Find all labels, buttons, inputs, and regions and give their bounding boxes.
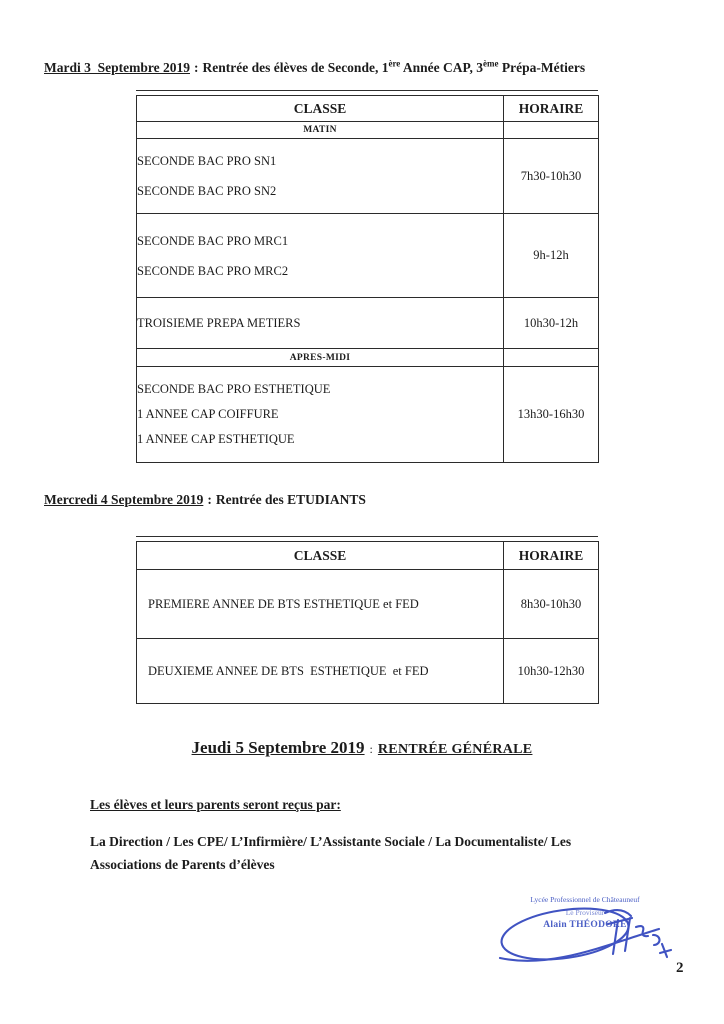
section-label-apres-midi: APRES-MIDI [137, 349, 504, 367]
table-row [137, 639, 599, 704]
stamp-principal-name: Alain THÉODORE [543, 920, 627, 930]
table-mercredi [136, 541, 599, 704]
classe-cell [137, 214, 504, 298]
heading-mercredi-text: Rentrée des ETUDIANTS [215, 492, 366, 507]
table-mardi-section-apresmidi-row [137, 349, 599, 367]
stamp-school-name: Lycée Professionnel de Châteauneuf [530, 895, 640, 904]
table-mercredi-header-classe: CLASSE [137, 542, 504, 570]
classe-line: SECONDE BAC PRO MRC2 [137, 263, 289, 278]
horaire-cell: 13h30-16h30 [504, 367, 599, 463]
section-apresmidi-horaire-empty [504, 349, 599, 367]
heading-mardi-colon: : [193, 60, 199, 75]
classe-cell [137, 298, 504, 349]
reception-body-line: Associations de Parents d’élèves [90, 857, 275, 872]
classe-line: SECONDE BAC PRO ESTHETIQUE [137, 382, 331, 396]
signature-block [455, 876, 695, 986]
classe-cell [137, 639, 504, 704]
signature-scribble-icon [455, 876, 695, 986]
heading-mardi-text2: Année CAP, 3 [400, 60, 484, 75]
reception-body [90, 830, 680, 876]
horaire-cell: 10h30-12h30 [504, 639, 599, 704]
reception-intro: Les élèves et leurs parents seront reçus par: [90, 797, 341, 812]
table-row [137, 139, 599, 214]
table-mardi-top-rule [136, 90, 598, 91]
table-mercredi-top-rule [136, 536, 598, 537]
classe-line: 1 ANNEE CAP ESTHETIQUE [137, 432, 295, 446]
table-mardi-header-horaire: HORAIRE [504, 96, 599, 122]
section-matin-horaire-empty [504, 122, 599, 139]
table-row [137, 570, 599, 639]
table-mercredi-header-horaire: HORAIRE [504, 542, 599, 570]
table-mardi-header-classe: CLASSE [137, 96, 504, 122]
table-mardi-header-row [137, 96, 599, 122]
page-number: 2 [676, 960, 684, 976]
table-mardi [136, 95, 599, 463]
heading-jeudi-date: Jeudi 5 Septembre 2019 [191, 738, 365, 757]
table-row [137, 298, 599, 349]
classe-cell [137, 367, 504, 463]
heading-mercredi [44, 492, 366, 508]
horaire-cell: 9h-12h [504, 214, 599, 298]
classe-cell [137, 139, 504, 214]
classe-line: SECONDE BAC PRO SN1 [137, 154, 277, 168]
heading-mardi [44, 60, 585, 76]
table-row [137, 214, 599, 298]
classe-line: SECONDE BAC PRO MRC1 [137, 233, 289, 248]
horaire-cell: 7h30-10h30 [504, 139, 599, 214]
classe-line: SECONDE BAC PRO SN2 [137, 184, 277, 198]
stamp-title: Le Proviseur [565, 908, 605, 917]
table-mardi-section-matin-row [137, 122, 599, 139]
table-mercredi-header-row [137, 542, 599, 570]
classe-line: PREMIERE ANNEE DE BTS ESTHETIQUE et FED [148, 596, 419, 611]
horaire-cell: 10h30-12h [504, 298, 599, 349]
horaire-cell: 8h30-10h30 [504, 570, 599, 639]
heading-mercredi-colon: : [207, 492, 212, 507]
heading-mardi-date: Mardi 3 Septembre 2019 [44, 60, 190, 75]
heading-mardi-text1: Rentrée des élèves de Seconde, 1 [202, 60, 389, 75]
classe-line: DEUXIEME ANNEE DE BTS ESTHETIQUE et FED [148, 663, 429, 678]
table-row [137, 367, 599, 463]
heading-mardi-text3: Prépa-Métiers [498, 60, 586, 75]
heading-mercredi-date: Mercredi 4 Septembre 2019 [44, 492, 204, 507]
section-label-matin: MATIN [137, 122, 504, 139]
heading-jeudi-colon: : [369, 742, 373, 756]
reception-body-line: La Direction / Les CPE/ L’Infirmière/ L’Assistante Sociale / La Documentaliste/ Les [90, 834, 572, 849]
heading-jeudi [0, 738, 724, 758]
classe-line: 1 ANNEE CAP COIFFURE [137, 407, 279, 421]
heading-mardi-sup2: ème [483, 58, 499, 69]
heading-jeudi-text: RENTRÉE GÉNÉRALE [377, 742, 533, 757]
heading-mardi-sup1: ère [388, 58, 401, 69]
classe-line: TROISIEME PREPA METIERS [137, 315, 301, 330]
classe-cell [137, 570, 504, 639]
